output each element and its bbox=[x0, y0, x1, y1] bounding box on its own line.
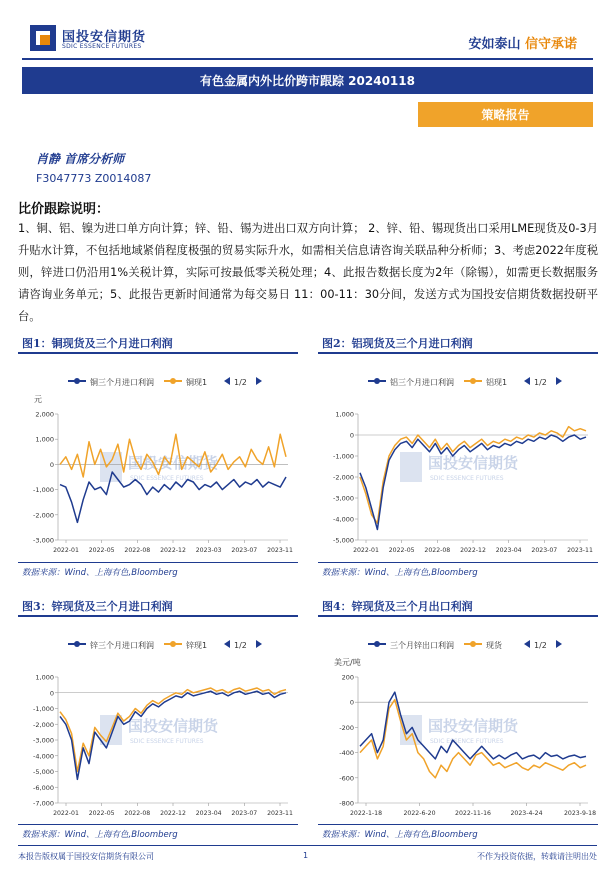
legend-marker-0 bbox=[374, 378, 380, 384]
legend-label-1: 铜现1 bbox=[186, 378, 208, 387]
x-tick-label: 2023-9-18 bbox=[563, 810, 597, 817]
y-tick-label: 200 bbox=[341, 673, 354, 682]
x-tick-label: 2023-11 bbox=[267, 810, 293, 817]
x-tick-label: 2022-05 bbox=[88, 810, 115, 817]
watermark-text: 国投安信期货 bbox=[428, 717, 519, 735]
x-tick-label: 2022-01 bbox=[353, 547, 379, 554]
report-title-banner: 有色金属内外比价跨市跟踪 20240118 bbox=[22, 67, 593, 94]
legend-next-icon[interactable] bbox=[256, 377, 262, 385]
description-title: 比价跟踪说明： bbox=[18, 202, 110, 217]
legend-marker-0 bbox=[74, 378, 80, 384]
y-tick-label: 0 bbox=[349, 431, 354, 440]
series-line-0 bbox=[60, 691, 286, 779]
y-tick-label: 0 bbox=[49, 460, 54, 469]
x-tick-label: 2022-08 bbox=[124, 810, 151, 817]
y-tick-label: -600 bbox=[339, 774, 354, 783]
x-tick-label: 2023-07 bbox=[231, 810, 258, 817]
logo-text-cn: 国投安信期货 bbox=[62, 30, 147, 45]
figure-4-title: 图4：锌现货及三个月出口利润 bbox=[322, 600, 473, 613]
legend-next-icon[interactable] bbox=[256, 640, 262, 648]
footer-rule bbox=[18, 845, 597, 846]
x-tick-label: 2022-08 bbox=[424, 547, 451, 554]
y-tick-label: -1,000 bbox=[333, 452, 354, 461]
legend-page-label: 1/2 bbox=[534, 641, 547, 650]
figure-1-chart bbox=[18, 356, 298, 560]
legend-marker-1 bbox=[170, 641, 176, 647]
y-tick-label: 1,000 bbox=[35, 673, 54, 682]
footer-disclaimer: 不作为投资依据，转载请注明出处 bbox=[477, 852, 597, 861]
y-tick-label: -5,000 bbox=[33, 768, 54, 776]
y-tick-label: -4,000 bbox=[33, 752, 54, 761]
legend-marker-1 bbox=[470, 378, 476, 384]
y-unit-label: 元 bbox=[34, 395, 42, 404]
y-tick-label: -400 bbox=[339, 749, 354, 758]
x-tick-label: 2022-08 bbox=[124, 547, 151, 554]
y-unit-label: 美元/吨 bbox=[334, 658, 361, 667]
x-tick-label: 2022-11-16 bbox=[455, 810, 491, 817]
slogan-part-a: 安如泰山 bbox=[468, 37, 521, 52]
legend-marker-1 bbox=[170, 378, 176, 384]
y-tick-label: 2,000 bbox=[35, 410, 54, 419]
x-tick-label: 2023-11 bbox=[267, 547, 293, 554]
y-tick-label: -3,000 bbox=[33, 736, 54, 745]
figure-3-title: 图3：锌现货及三个月进口利润 bbox=[22, 600, 173, 613]
y-tick-label: -7,000 bbox=[33, 799, 54, 808]
analyst-ids: F3047773 Z0014087 bbox=[36, 172, 152, 185]
y-tick-label: -5,000 bbox=[333, 536, 354, 545]
y-tick-label: -6,000 bbox=[33, 783, 54, 792]
slogan bbox=[468, 33, 577, 52]
watermark-text-en: SDIC ESSENCE FUTURES bbox=[130, 475, 204, 482]
strategy-report-tag: 策略报告 bbox=[418, 102, 593, 127]
legend-page-label: 1/2 bbox=[534, 378, 547, 387]
legend-label-0: 锌三个月进口利润 bbox=[90, 641, 154, 650]
legend-marker-0 bbox=[374, 641, 380, 647]
figure-2-source-rule bbox=[318, 562, 598, 563]
watermark-text-en: SDIC ESSENCE FUTURES bbox=[130, 738, 204, 745]
watermark-text: 国投安信期货 bbox=[128, 454, 219, 472]
analyst-name: 肖静 首席分析师 bbox=[36, 152, 125, 166]
figure-3-chart bbox=[18, 619, 298, 823]
legend-page-label: 1/2 bbox=[234, 641, 247, 650]
figure-4-source-rule bbox=[318, 824, 598, 825]
y-tick-label: -1,000 bbox=[33, 705, 54, 713]
logo-text-en: SDIC ESSENCE FUTURES bbox=[62, 43, 142, 50]
figure-3-source: 数据来源：Wind、上海有色,Bloomberg bbox=[22, 830, 178, 840]
figure-2-source: 数据来源：Wind、上海有色,Bloomberg bbox=[322, 568, 478, 578]
figure-2-rule bbox=[318, 352, 598, 354]
figure-4-chart bbox=[318, 619, 598, 823]
figure-1-title: 图1：铜现货及三个月进口利润 bbox=[22, 337, 173, 350]
y-tick-label: -4,000 bbox=[333, 515, 354, 524]
y-tick-label: 0 bbox=[49, 689, 54, 698]
x-tick-label: 2022-05 bbox=[388, 547, 415, 554]
x-tick-label: 2022-01 bbox=[53, 547, 79, 554]
slogan-part-b: 信守承诺 bbox=[524, 37, 577, 52]
footer-copyright: 本报告版权属于国投安信期货有限公司 bbox=[18, 852, 154, 861]
legend-label-0: 铝三个月进口利润 bbox=[390, 378, 454, 387]
legend-label-1: 铝现1 bbox=[486, 378, 508, 387]
y-tick-label: -1,000 bbox=[33, 486, 54, 495]
legend-next-icon[interactable] bbox=[556, 640, 562, 648]
company-logo-icon bbox=[30, 25, 56, 51]
y-tick-label: -3,000 bbox=[33, 536, 54, 545]
y-tick-label: -3,000 bbox=[333, 494, 354, 503]
legend-next-icon[interactable] bbox=[556, 377, 562, 385]
legend-label-1: 现货 bbox=[486, 641, 502, 650]
figure-3-source-rule bbox=[18, 824, 298, 825]
x-tick-label: 2022-05 bbox=[88, 547, 115, 554]
watermark-text: 国投安信期货 bbox=[128, 717, 219, 735]
legend-label-0: 铜三个月进口利润 bbox=[90, 378, 154, 387]
watermark-text-en: SDIC ESSENCE FUTURES bbox=[430, 738, 504, 745]
y-tick-label: -200 bbox=[339, 723, 354, 732]
x-tick-label: 2022-1-18 bbox=[349, 810, 383, 817]
legend-marker-1 bbox=[470, 641, 476, 647]
figure-3-rule bbox=[18, 615, 298, 617]
y-tick-label: -2,000 bbox=[33, 511, 54, 520]
x-tick-label: 2023-4-24 bbox=[510, 810, 543, 817]
description-text: 1、铜、铝、镍为进口单方向计算；锌、铅、锡为进出口双方向计算； 2、锌、铅、锡现货出口采用LME现货及0-3月升贴水计算，不包括地域紧俏程度极强的贸易实际升水，如需相关信息请咨询关联品种分析师；3、考虑2022年度税则，锌进口仍沿用1%关税计算，实际可按最低零关税处理；4、此报告数据长度为2年（除锡），如需更长数据服务请咨询业务单元；5、此报告更新时间通常为每交易日 11：00-11：30分间，发送方式为国投安信期货数据投研平台。 bbox=[18, 222, 598, 323]
figure-4-source: 数据来源：Wind、上海有色,Bloomberg bbox=[322, 830, 478, 840]
legend-prev-icon[interactable] bbox=[524, 377, 530, 385]
x-tick-label: 2022-12 bbox=[160, 547, 186, 554]
legend-prev-icon[interactable] bbox=[524, 640, 530, 648]
header-rule bbox=[22, 58, 593, 60]
y-tick-label: 1,000 bbox=[335, 410, 354, 419]
x-tick-label: 2022-01 bbox=[53, 810, 79, 817]
y-tick-label: 1,000 bbox=[35, 435, 54, 444]
y-tick-label: -2,000 bbox=[33, 720, 54, 729]
figure-2-chart bbox=[318, 356, 598, 560]
x-tick-label: 2023-07 bbox=[531, 547, 558, 554]
x-tick-label: 2022-12 bbox=[460, 547, 486, 554]
watermark-text-en: SDIC ESSENCE FUTURES bbox=[430, 475, 504, 482]
y-tick-label: -2,000 bbox=[333, 473, 354, 482]
legend-label-1: 锌现1 bbox=[186, 641, 208, 650]
legend-prev-icon[interactable] bbox=[224, 640, 230, 648]
figure-2-title: 图2：铝现货及三个月进口利润 bbox=[322, 337, 473, 350]
x-tick-label: 2023-04 bbox=[195, 810, 222, 817]
figure-1-source: 数据来源：Wind、上海有色,Bloomberg bbox=[22, 568, 178, 578]
y-tick-label: 0 bbox=[349, 698, 354, 707]
x-tick-label: 2022-6-20 bbox=[403, 810, 436, 817]
x-tick-label: 2023-11 bbox=[567, 547, 593, 554]
x-tick-label: 2023-04 bbox=[495, 547, 522, 554]
figure-4-rule bbox=[318, 615, 598, 617]
x-tick-label: 2022-12 bbox=[160, 810, 186, 817]
x-tick-label: 2023-07 bbox=[231, 547, 258, 554]
figure-1-source-rule bbox=[18, 562, 298, 563]
series-line-0 bbox=[360, 435, 586, 530]
page-number: 1 bbox=[303, 851, 309, 860]
legend-page-label: 1/2 bbox=[234, 378, 247, 387]
x-tick-label: 2023-03 bbox=[195, 547, 222, 554]
figure-1-rule bbox=[18, 352, 298, 354]
legend-label-0: 三个月锌出口利润 bbox=[390, 641, 454, 650]
y-tick-label: -800 bbox=[339, 799, 354, 808]
watermark-text: 国投安信期货 bbox=[428, 454, 519, 472]
legend-marker-0 bbox=[74, 641, 80, 647]
legend-prev-icon[interactable] bbox=[224, 377, 230, 385]
watermark-logo-icon bbox=[400, 452, 422, 482]
